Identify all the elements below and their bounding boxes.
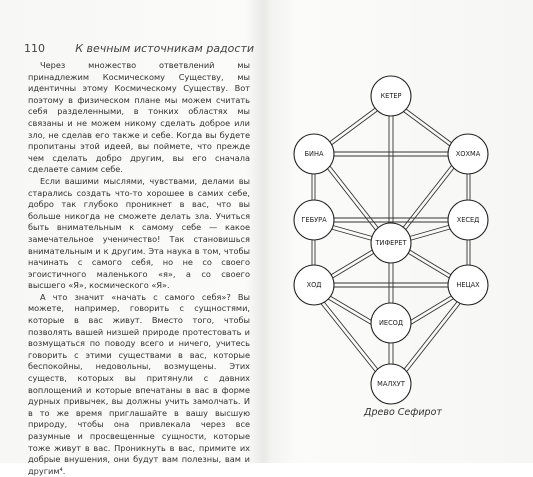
hochma-label: ХОХМА <box>455 150 481 158</box>
tree-of-life-diagram <box>270 0 533 463</box>
yesod-label: ИЕСОД <box>378 319 404 327</box>
gebura-label: ГЕБУРА <box>301 216 327 224</box>
paragraph-1: Через множество ответвлений мы принадлежим Космическому Существу, мы идентичны этому Космическому Существу. Вот поэтому в физическом плане мы можем считать себя разделенными, в тонких областях мы связаны и не можем никому сделать доброе или зло, не сделав его также и себе. Когда вы будете пропитаны этой идеей, вы поймете, что прежде чем сделать добро другим, вы его сначала сделаете самим себе. <box>28 60 250 175</box>
hesed-label: ХЕСЕД <box>456 216 480 224</box>
sephirot-labels <box>301 92 480 388</box>
page-header <box>24 42 254 55</box>
hod-label: ХОД <box>306 281 322 289</box>
right-page <box>270 0 533 463</box>
left-page <box>0 0 262 476</box>
paragraph-2: Если вашими мыслями, чувствами, делами вы старались создать что-то хорошее в самих себе, добро так глубоко проникнет в вас, что вы больше никогда не сможете делать зла. Учиться быть внимательным к самому себе — какое замечательное ученичество! Так становишься внимательным и к другим. Эта наука в том, чтобы начинать с самого себя, но не со своего эгоистичного маленького «я», а со своего высшего «Я», космического «Я». <box>28 175 250 291</box>
page-number: 110 <box>24 42 45 55</box>
tiferet-label: ТИФЕРЕТ <box>375 239 407 247</box>
netzach-label: НЕЦАХ <box>456 281 480 289</box>
figure-caption: Древо Сефирот <box>364 407 442 418</box>
running-title: К вечным источникам радости <box>75 42 254 55</box>
body-text <box>28 60 250 477</box>
malkut-label: МАЛХУТ <box>377 380 405 388</box>
paragraph-3: А что значит «начать с самого себя»? Вы можете, например, говорить с сущностями, которые в вас живут. Вместо того, чтобы позволять вашей низшей природе протестовать и возмущаться по поводу всего и ничего, учитесь говорить с этими существами в вас, которые беспокойны, недовольны, возмущены. Этих существ, которых вы притянули с давних воплощений и которые впечатаны в вас в форме дурных привычек, вы должны учить замолчать. И в то же время приглашайте в вашу высшую природу, чтобы она привлекала через все разумные и просвещенные сущности, которые тоже живут в вас. Проникнуть в вас, примите их добрые внушения, они будут вам полезны, вам и другим⁴. <box>28 291 250 476</box>
bina-label: БИНА <box>304 150 324 158</box>
keter-label: КЕТЕР <box>380 92 402 100</box>
